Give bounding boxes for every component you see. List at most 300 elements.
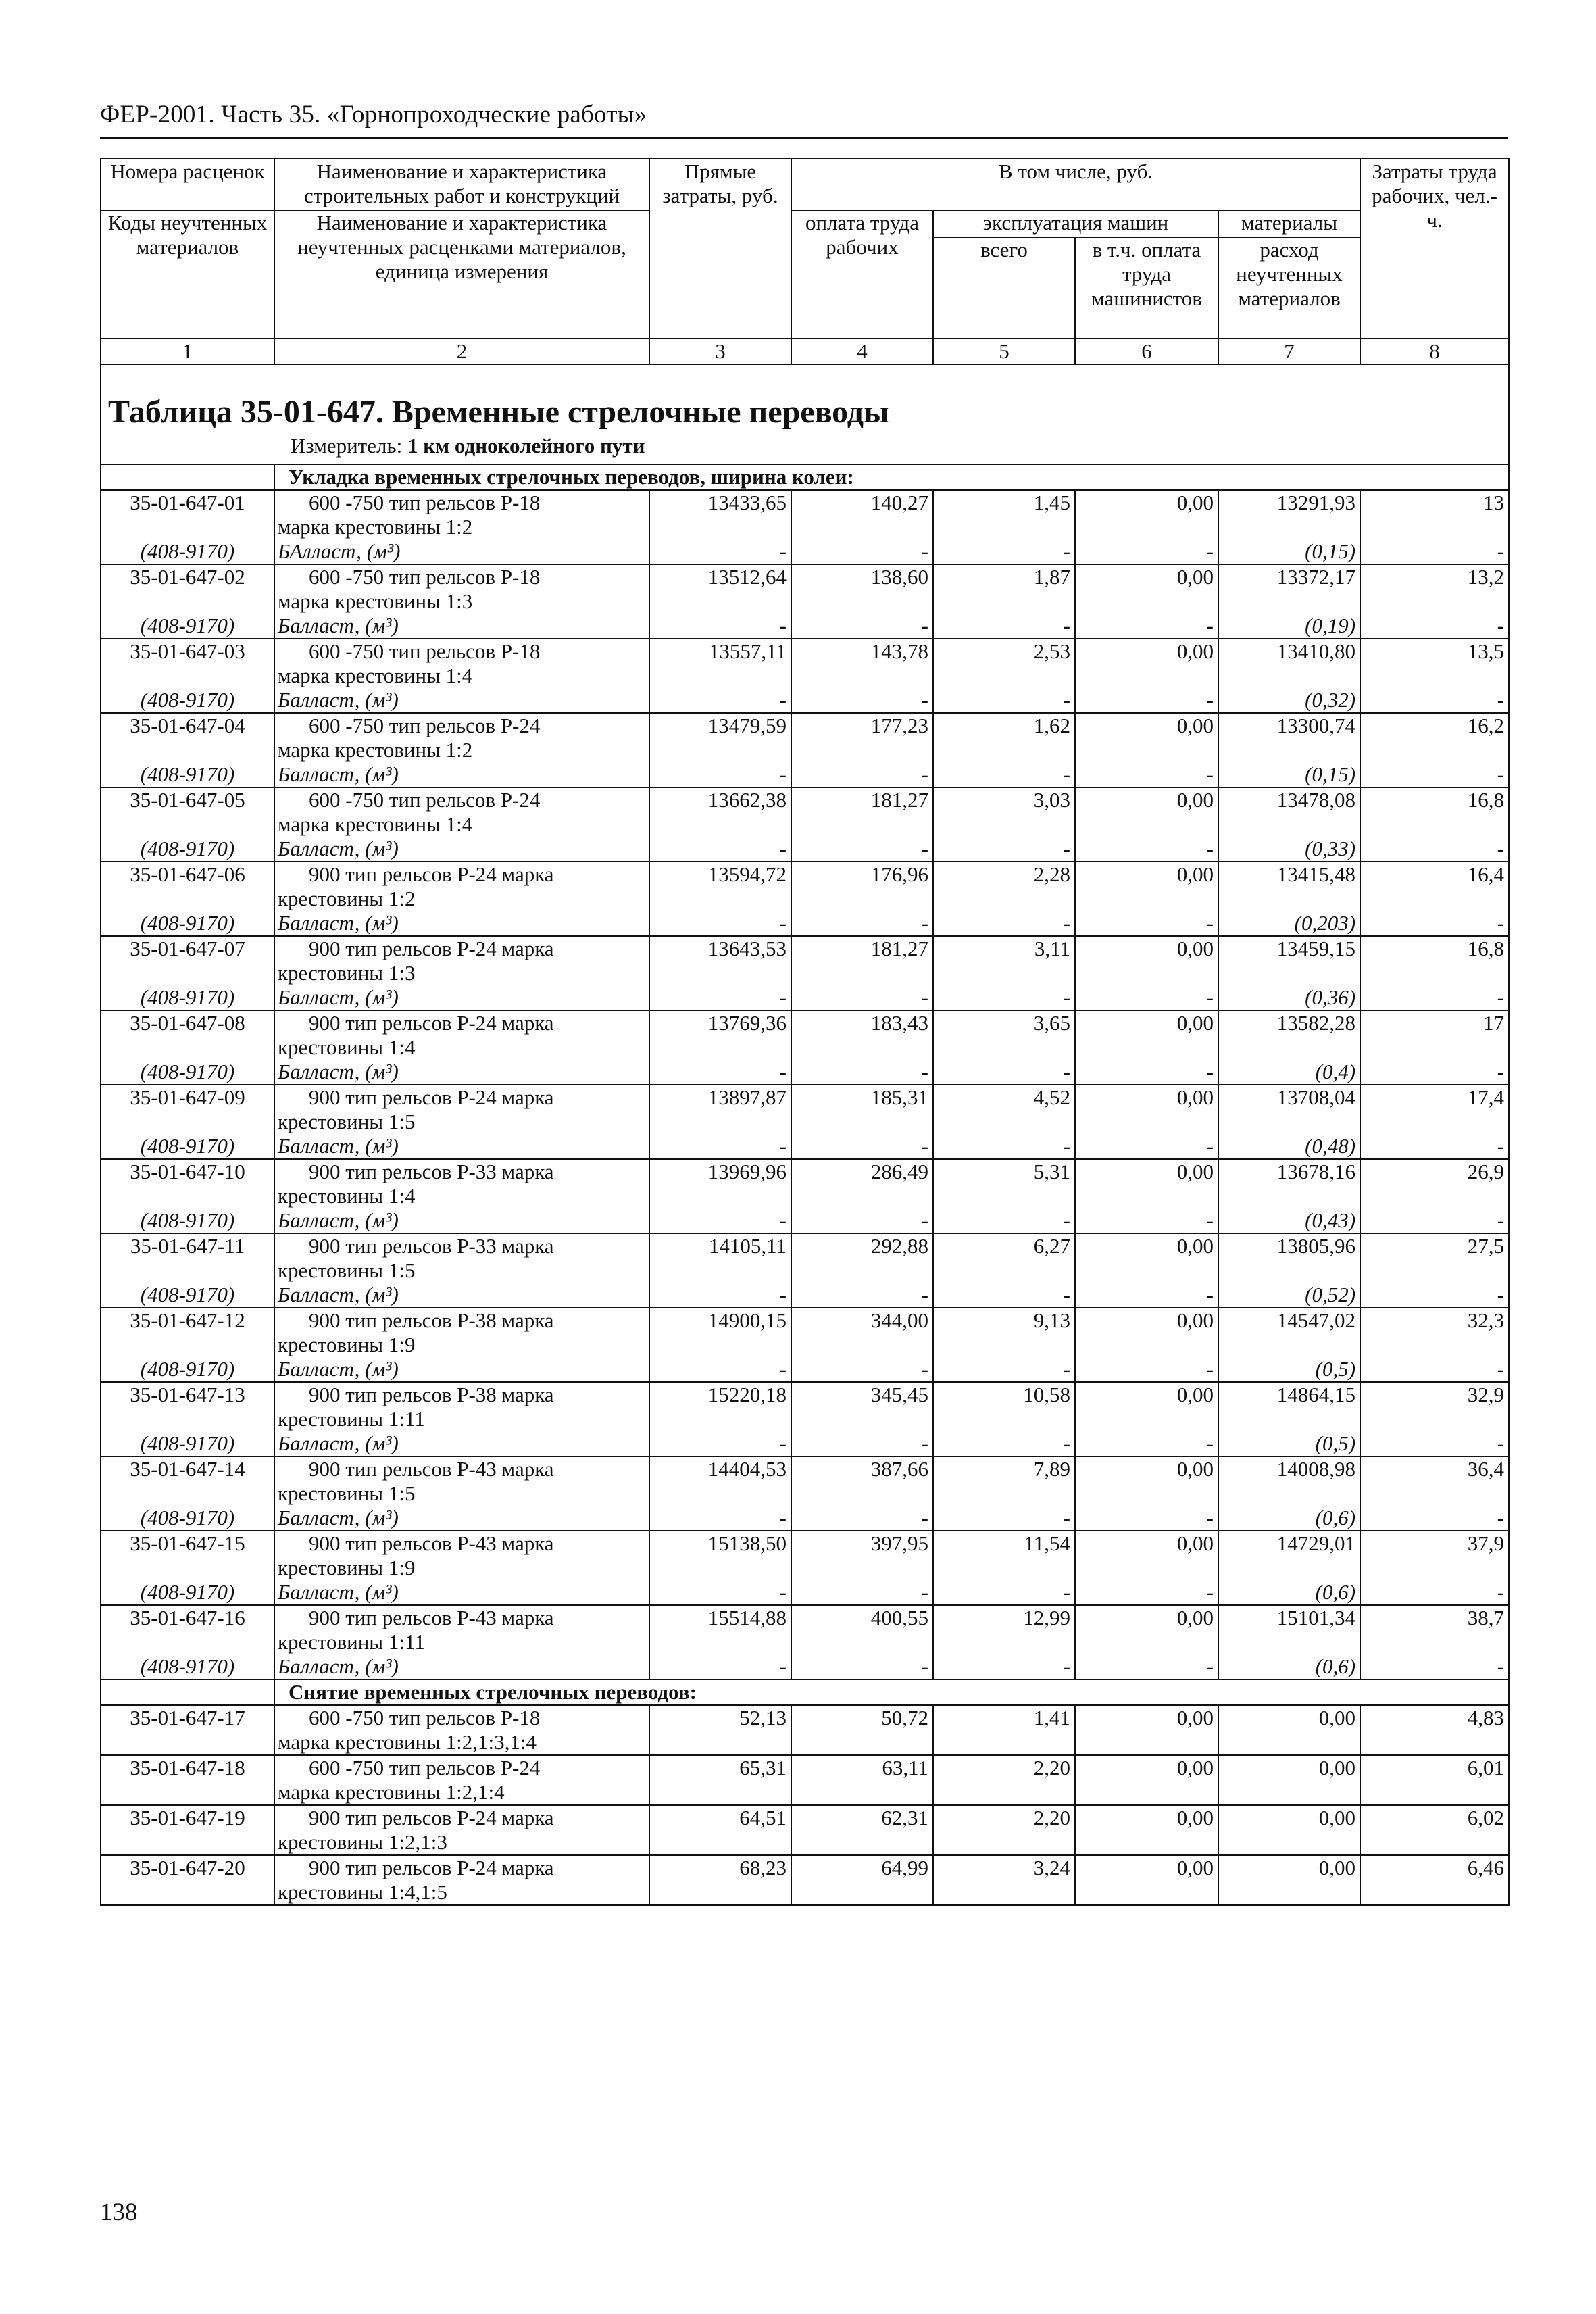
table-row bbox=[101, 1456, 1509, 1531]
spacer-line bbox=[105, 887, 270, 911]
rate-code-cell bbox=[101, 1233, 274, 1308]
rates-table bbox=[100, 158, 1510, 1906]
rate-code: 35-01-647-04 bbox=[130, 714, 245, 737]
spacer-line bbox=[1223, 812, 1355, 837]
machines-total-value: 5,31 bbox=[1033, 1160, 1070, 1183]
machinists-pay-value: 0,00 bbox=[1176, 937, 1214, 960]
rate-code-cell bbox=[101, 1159, 274, 1233]
spacer-line bbox=[1080, 1258, 1214, 1283]
col-machines-total-header: всего bbox=[933, 237, 1075, 339]
labor-pay-value-cell bbox=[791, 564, 933, 639]
dash: - bbox=[921, 837, 928, 860]
rate-code: 35-01-647-18 bbox=[130, 1756, 245, 1779]
labor-hours-value-cell bbox=[1360, 936, 1509, 1010]
work-name-line-1: 600 -750 тип рельсов Р-18 bbox=[309, 639, 541, 663]
rate-code-cell bbox=[101, 713, 274, 787]
machinists-pay-value-cell bbox=[1075, 787, 1218, 862]
work-name-line-2: марка крестовины 1:3 bbox=[278, 589, 473, 613]
direct-cost-value: 13969,96 bbox=[707, 1160, 787, 1183]
machinists-pay-value: 0,00 bbox=[1176, 1756, 1214, 1779]
spacer-line bbox=[1080, 738, 1214, 762]
dash: - bbox=[1063, 985, 1070, 1009]
machinists-pay-value: 0,00 bbox=[1176, 788, 1214, 812]
rate-code: 35-01-647-19 bbox=[130, 1806, 245, 1829]
page-number: 138 bbox=[100, 2198, 138, 2226]
work-name-cell bbox=[274, 1805, 649, 1855]
material-name: Балласт, (м³) bbox=[278, 762, 399, 786]
direct-cost-value-cell bbox=[649, 1159, 791, 1233]
spacer-line bbox=[1223, 1407, 1355, 1431]
dash: - bbox=[1063, 762, 1070, 786]
work-name-line-1: 900 тип рельсов Р-24 марка bbox=[309, 1011, 554, 1035]
machinists-pay-value-cell bbox=[1075, 1605, 1218, 1679]
labor-pay-value-cell bbox=[791, 787, 933, 862]
dash: - bbox=[779, 985, 787, 1009]
spacer-line bbox=[938, 1481, 1070, 1506]
table-row bbox=[101, 1705, 1509, 1755]
spacer-line bbox=[1365, 1035, 1504, 1060]
spacer-line bbox=[796, 515, 928, 539]
work-name-line-2: крестовины 1:5 bbox=[278, 1110, 416, 1133]
material-name: Балласт, (м³) bbox=[278, 911, 399, 935]
table-row bbox=[101, 1308, 1509, 1382]
materials-value: 13582,28 bbox=[1276, 1011, 1356, 1035]
direct-cost-value-cell bbox=[649, 936, 791, 1010]
spacer-line bbox=[1080, 1184, 1214, 1208]
rate-code: 35-01-647-20 bbox=[130, 1856, 245, 1879]
rate-code: 35-01-647-01 bbox=[130, 491, 245, 514]
col-labor-pay-header: оплата труда рабочих bbox=[791, 210, 933, 339]
materials-value: 13300,74 bbox=[1276, 714, 1356, 737]
spacer-line bbox=[654, 887, 787, 911]
labor-pay-value: 286,49 bbox=[870, 1160, 928, 1183]
direct-cost-value: 13662,38 bbox=[707, 788, 787, 812]
work-name-line-1: 900 тип рельсов Р-24 марка bbox=[309, 937, 554, 960]
spacer-line bbox=[796, 1110, 928, 1134]
work-name-cell bbox=[274, 713, 649, 787]
work-name-line-2: крестовины 1:11 bbox=[278, 1630, 425, 1654]
machinists-pay-value: 0,00 bbox=[1176, 639, 1214, 663]
spacer-line bbox=[938, 961, 1070, 985]
machines-total-value: 1,87 bbox=[1033, 565, 1070, 589]
materials-value-cell bbox=[1218, 936, 1360, 1010]
direct-cost-value: 13769,36 bbox=[707, 1011, 787, 1035]
materials-value: 13459,15 bbox=[1276, 937, 1356, 960]
material-qty: (0,36) bbox=[1305, 985, 1356, 1009]
labor-pay-value-cell bbox=[791, 1605, 933, 1679]
machines-total-value-cell bbox=[933, 1233, 1075, 1308]
spacer-line bbox=[1080, 1333, 1214, 1357]
material-qty: (0,48) bbox=[1305, 1134, 1356, 1158]
labor-pay-value: 183,43 bbox=[870, 1011, 928, 1035]
work-name-line-2: марка крестовины 1:2,1:3,1:4 bbox=[278, 1730, 537, 1754]
table-row bbox=[101, 713, 1509, 787]
materials-value-cell bbox=[1218, 1855, 1360, 1905]
materials-value: 14008,98 bbox=[1276, 1457, 1356, 1481]
spacer-line bbox=[796, 1630, 928, 1654]
machinists-pay-value: 0,00 bbox=[1176, 1308, 1214, 1332]
dash: - bbox=[1497, 911, 1505, 935]
dash: - bbox=[921, 1431, 928, 1455]
spacer-line bbox=[938, 1630, 1070, 1654]
materials-value: 14547,02 bbox=[1276, 1308, 1356, 1332]
spacer-line bbox=[654, 589, 787, 614]
work-name-line-2: крестовины 1:5 bbox=[278, 1481, 416, 1505]
dash: - bbox=[779, 1060, 787, 1083]
material-qty: (0,5) bbox=[1315, 1431, 1356, 1455]
spacer-line bbox=[796, 1481, 928, 1506]
dash: - bbox=[1206, 985, 1214, 1009]
dash: - bbox=[1206, 1208, 1214, 1232]
spacer-line bbox=[654, 961, 787, 985]
labor-pay-value: 400,55 bbox=[870, 1606, 928, 1629]
spacer-line bbox=[105, 738, 270, 762]
dash: - bbox=[921, 911, 928, 935]
work-name-line-2: крестовины 1:3 bbox=[278, 961, 416, 985]
dash: - bbox=[779, 1654, 787, 1678]
machines-total-value: 1,41 bbox=[1033, 1706, 1070, 1729]
labor-hours-value-cell bbox=[1360, 1010, 1509, 1085]
labor-hours-value-cell bbox=[1360, 1705, 1509, 1755]
spacer-line bbox=[796, 887, 928, 911]
materials-value-cell bbox=[1218, 1605, 1360, 1679]
dash: - bbox=[1206, 762, 1214, 786]
labor-pay-value-cell bbox=[791, 1159, 933, 1233]
labor-hours-value: 4,83 bbox=[1467, 1706, 1505, 1729]
rate-code-cell bbox=[101, 1382, 274, 1456]
spacer-line bbox=[105, 1630, 270, 1654]
spacer-line bbox=[105, 1258, 270, 1283]
labor-pay-value-cell bbox=[791, 1010, 933, 1085]
labor-hours-value: 32,9 bbox=[1467, 1383, 1505, 1406]
labor-hours-value: 6,01 bbox=[1467, 1756, 1505, 1779]
labor-hours-value: 16,4 bbox=[1467, 862, 1505, 886]
material-code: (408-9170) bbox=[140, 1283, 235, 1306]
labor-pay-value-cell bbox=[791, 490, 933, 564]
machines-total-value-cell bbox=[933, 639, 1075, 713]
materials-value-cell bbox=[1218, 1531, 1360, 1605]
dash: - bbox=[1497, 539, 1505, 563]
col-labor-hours-header: Затраты труда рабочих, чел.-ч. bbox=[1360, 159, 1509, 339]
work-name-cell bbox=[274, 564, 649, 639]
machines-total-value-cell bbox=[933, 787, 1075, 862]
machinists-pay-value-cell bbox=[1075, 1159, 1218, 1233]
labor-pay-value: 143,78 bbox=[870, 639, 928, 663]
machinists-pay-value: 0,00 bbox=[1176, 1011, 1214, 1035]
material-code: (408-9170) bbox=[140, 1357, 235, 1381]
machinists-pay-value: 0,00 bbox=[1176, 565, 1214, 589]
machinists-pay-value: 0,00 bbox=[1176, 1531, 1214, 1555]
dash: - bbox=[1497, 1654, 1505, 1678]
labor-hours-value-cell bbox=[1360, 1233, 1509, 1308]
direct-cost-value: 52,13 bbox=[739, 1706, 787, 1729]
rate-code: 35-01-647-08 bbox=[130, 1011, 245, 1035]
dash: - bbox=[921, 1357, 928, 1381]
spacer-line bbox=[1365, 1333, 1504, 1357]
material-name: Балласт, (м³) bbox=[278, 1431, 399, 1455]
machinists-pay-value: 0,00 bbox=[1176, 1160, 1214, 1183]
work-name-cell bbox=[274, 1755, 649, 1805]
labor-hours-value: 6,02 bbox=[1467, 1806, 1505, 1829]
machines-total-value-cell bbox=[933, 564, 1075, 639]
work-name-line-1: 600 -750 тип рельсов Р-24 bbox=[309, 714, 541, 737]
material-name: БАлласт, (м³) bbox=[278, 539, 401, 563]
rate-code-cell bbox=[101, 490, 274, 564]
machinists-pay-value-cell bbox=[1075, 1233, 1218, 1308]
machines-total-value-cell bbox=[933, 1805, 1075, 1855]
spacer-line bbox=[796, 1035, 928, 1060]
work-name-cell bbox=[274, 639, 649, 713]
labor-hours-value: 36,4 bbox=[1467, 1457, 1505, 1481]
dash: - bbox=[1206, 1357, 1214, 1381]
material-code: (408-9170) bbox=[140, 539, 235, 563]
labor-pay-value: 292,88 bbox=[870, 1234, 928, 1258]
rate-code-cell bbox=[101, 1085, 274, 1159]
dash: - bbox=[1497, 837, 1505, 860]
dash: - bbox=[779, 911, 787, 935]
dash: - bbox=[779, 1431, 787, 1455]
direct-cost-value-cell bbox=[649, 862, 791, 936]
direct-cost-value: 13594,72 bbox=[707, 862, 787, 886]
section-spacer bbox=[101, 464, 274, 490]
labor-pay-value-cell bbox=[791, 639, 933, 713]
machinists-pay-value: 0,00 bbox=[1176, 1383, 1214, 1406]
spacer-line bbox=[1080, 1481, 1214, 1506]
dash: - bbox=[1206, 1654, 1214, 1678]
rate-code-cell bbox=[101, 1010, 274, 1085]
labor-hours-value-cell bbox=[1360, 1308, 1509, 1382]
machinists-pay-value: 0,00 bbox=[1176, 862, 1214, 886]
material-qty: (0,6) bbox=[1315, 1580, 1356, 1604]
labor-pay-value-cell bbox=[791, 713, 933, 787]
work-name-line-1: 900 тип рельсов Р-38 марка bbox=[309, 1383, 554, 1406]
spacer-line bbox=[654, 1184, 787, 1208]
laying-rows bbox=[101, 490, 1509, 1679]
page-header: ФЕР-2001. Часть 35. «Горнопроходческие работы» bbox=[100, 101, 647, 128]
machinists-pay-value-cell bbox=[1075, 862, 1218, 936]
dash: - bbox=[779, 1357, 787, 1381]
material-name: Балласт, (м³) bbox=[278, 1134, 399, 1158]
work-name-cell bbox=[274, 787, 649, 862]
dash: - bbox=[921, 1506, 928, 1529]
materials-value: 13415,48 bbox=[1276, 862, 1356, 886]
labor-pay-value: 138,60 bbox=[870, 565, 928, 589]
spacer-line bbox=[1223, 1035, 1355, 1060]
labor-hours-value: 13,2 bbox=[1467, 565, 1505, 589]
machines-total-value-cell bbox=[933, 1855, 1075, 1905]
dash: - bbox=[921, 1283, 928, 1306]
rate-code-cell bbox=[101, 1308, 274, 1382]
machines-total-value-cell bbox=[933, 1308, 1075, 1382]
work-name-line-1: 600 -750 тип рельсов Р-18 bbox=[309, 1706, 541, 1729]
materials-value-cell bbox=[1218, 1382, 1360, 1456]
material-code: (408-9170) bbox=[140, 1506, 235, 1529]
machinists-pay-value-cell bbox=[1075, 1308, 1218, 1382]
material-qty: (0,15) bbox=[1305, 762, 1356, 786]
spacer-line bbox=[1365, 1184, 1504, 1208]
spacer-line bbox=[1223, 589, 1355, 614]
machines-total-value: 7,89 bbox=[1033, 1457, 1070, 1481]
spacer-line bbox=[105, 1110, 270, 1134]
spacer-line bbox=[1365, 1258, 1504, 1283]
measure-label: Измеритель: bbox=[291, 434, 403, 458]
work-name-line-2: крестовины 1:4 bbox=[278, 1035, 416, 1059]
work-name-line-1: 600 -750 тип рельсов Р-24 bbox=[309, 788, 541, 812]
machines-total-value-cell bbox=[933, 1755, 1075, 1805]
materials-value-cell bbox=[1218, 564, 1360, 639]
work-name-line-2: марка крестовины 1:4 bbox=[278, 812, 473, 836]
machines-total-value: 6,27 bbox=[1033, 1234, 1070, 1258]
direct-cost-value-cell bbox=[649, 1755, 791, 1805]
spacer-line bbox=[1080, 887, 1214, 911]
materials-value-cell bbox=[1218, 1010, 1360, 1085]
spacer-line bbox=[1080, 589, 1214, 614]
spacer-line bbox=[1365, 887, 1504, 911]
direct-cost-value: 14404,53 bbox=[707, 1457, 787, 1481]
table-row bbox=[101, 1159, 1509, 1233]
direct-cost-value-cell bbox=[649, 713, 791, 787]
spacer-line bbox=[1223, 1630, 1355, 1654]
dash: - bbox=[1497, 688, 1505, 712]
work-name-line-1: 900 тип рельсов Р-24 марка bbox=[309, 1085, 554, 1109]
dash: - bbox=[921, 985, 928, 1009]
material-code: (408-9170) bbox=[140, 1431, 235, 1455]
table-row bbox=[101, 787, 1509, 862]
direct-cost-value-cell bbox=[649, 1705, 791, 1755]
spacer-line bbox=[1365, 961, 1504, 985]
labor-pay-value-cell bbox=[791, 1456, 933, 1531]
section-laying-title: Укладка временных стрелочных переводов, ширина колеи: bbox=[274, 464, 1509, 490]
machines-total-value-cell bbox=[933, 1456, 1075, 1531]
machinists-pay-value: 0,00 bbox=[1176, 1457, 1214, 1481]
direct-cost-value: 15220,18 bbox=[707, 1383, 787, 1406]
work-name-line-1: 900 тип рельсов Р-43 марка bbox=[309, 1606, 554, 1629]
material-qty: (0,5) bbox=[1315, 1357, 1356, 1381]
spacer-line bbox=[105, 1035, 270, 1060]
dash: - bbox=[1206, 1134, 1214, 1158]
machinists-pay-value-cell bbox=[1075, 1382, 1218, 1456]
rate-code-cell bbox=[101, 1531, 274, 1605]
rate-code: 35-01-647-02 bbox=[130, 565, 245, 589]
spacer-line bbox=[654, 812, 787, 837]
materials-value-cell bbox=[1218, 639, 1360, 713]
spacer-line bbox=[796, 589, 928, 614]
material-name: Балласт, (м³) bbox=[278, 1506, 399, 1529]
col-number: 7 bbox=[1218, 339, 1360, 364]
rate-code: 35-01-647-17 bbox=[130, 1706, 245, 1729]
material-code: (408-9170) bbox=[140, 762, 235, 786]
materials-value-cell bbox=[1218, 1456, 1360, 1531]
labor-pay-value: 181,27 bbox=[870, 788, 928, 812]
header-rule bbox=[100, 137, 1508, 139]
direct-cost-value: 13512,64 bbox=[707, 565, 787, 589]
material-name: Балласт, (м³) bbox=[278, 1208, 399, 1232]
material-code: (408-9170) bbox=[140, 837, 235, 860]
dash: - bbox=[1497, 1283, 1505, 1306]
labor-pay-value: 177,23 bbox=[870, 714, 928, 737]
machinists-pay-value-cell bbox=[1075, 936, 1218, 1010]
material-code: (408-9170) bbox=[140, 1208, 235, 1232]
work-name-line-1: 600 -750 тип рельсов Р-18 bbox=[309, 565, 541, 589]
labor-hours-value-cell bbox=[1360, 1531, 1509, 1605]
work-name-cell bbox=[274, 1705, 649, 1755]
spacer-line bbox=[1080, 961, 1214, 985]
machines-total-value: 3,65 bbox=[1033, 1011, 1070, 1035]
material-name: Балласт, (м³) bbox=[278, 1060, 399, 1083]
machines-total-value-cell bbox=[933, 1705, 1075, 1755]
col-machinists-pay-header: в т.ч. оплата труда машинистов bbox=[1075, 237, 1218, 339]
table-row bbox=[101, 1605, 1509, 1679]
rate-code: 35-01-647-09 bbox=[130, 1085, 245, 1109]
dash: - bbox=[1206, 539, 1214, 563]
labor-hours-value-cell bbox=[1360, 1755, 1509, 1805]
material-qty: (0,15) bbox=[1305, 539, 1356, 563]
spacer-line bbox=[1080, 515, 1214, 539]
labor-hours-value: 17,4 bbox=[1467, 1085, 1505, 1109]
labor-pay-value-cell bbox=[791, 936, 933, 1010]
spacer-line bbox=[1223, 1110, 1355, 1134]
work-name-line-2: марка крестовины 1:2 bbox=[278, 738, 473, 762]
dash: - bbox=[921, 762, 928, 786]
work-name-line-1: 900 тип рельсов Р-24 марка bbox=[309, 1856, 554, 1879]
dash: - bbox=[779, 539, 787, 563]
machines-total-value: 3,03 bbox=[1033, 788, 1070, 812]
labor-hours-value: 32,3 bbox=[1467, 1308, 1505, 1332]
spacer-line bbox=[1223, 887, 1355, 911]
spacer-line bbox=[796, 738, 928, 762]
machines-total-value-cell bbox=[933, 1159, 1075, 1233]
machines-total-value: 2,53 bbox=[1033, 639, 1070, 663]
direct-cost-value: 13643,53 bbox=[707, 937, 787, 960]
dash: - bbox=[921, 688, 928, 712]
rate-code-cell bbox=[101, 862, 274, 936]
direct-cost-value: 13557,11 bbox=[708, 639, 787, 663]
labor-pay-value-cell bbox=[791, 1382, 933, 1456]
materials-value: 13372,17 bbox=[1276, 565, 1356, 589]
machines-total-value-cell bbox=[933, 1010, 1075, 1085]
work-name-line-2: марка крестовины 1:4 bbox=[278, 664, 473, 687]
materials-value: 0,00 bbox=[1318, 1806, 1356, 1829]
labor-hours-value: 16,8 bbox=[1467, 937, 1505, 960]
labor-pay-value-cell bbox=[791, 1705, 933, 1755]
spacer-line bbox=[938, 1035, 1070, 1060]
spacer-line bbox=[105, 1333, 270, 1357]
materials-value: 13478,08 bbox=[1276, 788, 1356, 812]
spacer-line bbox=[938, 664, 1070, 688]
machinists-pay-value-cell bbox=[1075, 713, 1218, 787]
material-name: Балласт, (м³) bbox=[278, 1283, 399, 1306]
spacer-line bbox=[1080, 1630, 1214, 1654]
spacer-line bbox=[654, 1035, 787, 1060]
col-work-name-header: Наименование и характеристика строительных работ и конструкций bbox=[274, 159, 649, 210]
spacer-line bbox=[1223, 1184, 1355, 1208]
work-name-line-1: 600 -750 тип рельсов Р-18 bbox=[309, 491, 541, 514]
rate-code: 35-01-647-10 bbox=[130, 1160, 245, 1183]
spacer-line bbox=[1365, 589, 1504, 614]
work-name-line-2: марка крестовины 1:2 bbox=[278, 515, 473, 539]
dash: - bbox=[1063, 1506, 1070, 1529]
labor-hours-value-cell bbox=[1360, 1605, 1509, 1679]
spacer-line bbox=[1080, 1407, 1214, 1431]
dash: - bbox=[779, 762, 787, 786]
spacer-line bbox=[105, 961, 270, 985]
dash: - bbox=[921, 1654, 928, 1678]
dash: - bbox=[1063, 1654, 1070, 1678]
dash: - bbox=[921, 1580, 928, 1604]
direct-cost-value-cell bbox=[649, 1233, 791, 1308]
dash: - bbox=[1063, 837, 1070, 860]
spacer-line bbox=[796, 1407, 928, 1431]
